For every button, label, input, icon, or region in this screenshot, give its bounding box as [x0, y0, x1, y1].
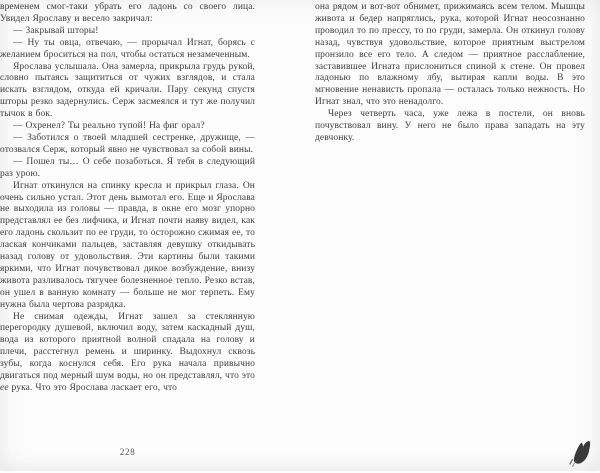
body-text: Через четверть часа, уже лежа в постели, он вновь почувствовал вину. У него не было права западать на эту девчонку. — [315, 109, 585, 143]
body-text: временем смог-таки убрать его ладонь со своего лица. Увидел Ярославу и весело закричал: — [0, 2, 255, 24]
body-text: рука. Что это Ярослава ласкает его, что — [8, 383, 177, 393]
paragraph — [0, 121, 255, 133]
page-number: 228 — [119, 448, 136, 458]
paragraph — [0, 312, 255, 395]
paragraph — [0, 2, 255, 26]
body-text: — Охренел? Ты реально тупой! На фиг орал? — [13, 121, 205, 132]
body-text: — Заботился о твоей младшей сестренке, дружище, — отозвался Серж, который явно не чувствовал за собой вины. — [0, 132, 255, 155]
body-text: Ярослава услышала. Она замерла, прикрыла грудь рукой, словно пытаясь защититься от чужих взглядов, и стала искать взглядом, откуда ей кричали. Пару секунд спустя шторы резко задернулись. Серж засмеялся и тут же получил тычок в бок. — [0, 61, 255, 120]
body-text: — Ну ты овца, отвечаю, — прорычал Игнат, борясь с желанием броситься на пол, чтобы остаться незамеченным. — [0, 37, 255, 60]
paragraph — [0, 26, 255, 38]
body-text: Игнат откинулся на спинку кресла и прикрыл глаза. Он очень сильно устал. Этот день вымотал его. Еще и Ярослава не выходила из головы — правда, в окне его мозг упорно представлял ее без лифчика, и Игнат почти наяву видел, как его ладонь скользит по ее груди, то осторожно сжимая ее, то лаская кончиками пальцев, заставляя девушку откидывать назад голову от удовольствия. Эти картины были такими яркими, что Игнат почувствовал дикое возбуждение, внизу живота разливалось тягучее болезненное тепло. Резко встав, он ушел в ванную комнату — больше не мог терпеть. Ему нужна была чертова разрядка. — [0, 180, 255, 310]
paragraph — [0, 38, 255, 62]
body-text: она рядом и вот-вот обнимет, прижимаясь всем телом. Мышцы живота и бедер напряглись, рука, которой Игнат неосознанно проводил то по прессу, то по груди, замерла. Он откинул голову назад, чувствуя удовольствие, которое приятным выстрелом пронзило все его тело. А следом — приятное расслабление, заставившее Игната прислониться спиной к стене. Он провел ладонью по влажному лбу, вытирая капли воды. В это мгновение ненависть пропала — осталась только нежность. Но Игнат знал, что это ненадолго. — [315, 2, 585, 108]
italic-text: ее — [0, 383, 9, 393]
paragraph — [315, 2, 585, 109]
page-turn-cursor-icon[interactable] — [566, 438, 594, 468]
left-page-text — [0, 2, 255, 395]
paragraph — [315, 109, 585, 145]
paragraph — [0, 62, 255, 122]
paragraph — [0, 157, 255, 181]
body-text: Не снимая одежды, Игнат зашел за стеклянную перегородку душевой, включил воду, затем каскадный душ, вода из которого приятной волной спадала на голову и плечи, расстегнул ремень и ширинку. Выдохнул сквозь зубы, когда коснулся себя. Его рука начала привычно двигаться под мерный шум воды, но он представлял, что это — [0, 311, 255, 382]
body-text: — Пошел ты… О себе позаботься. Я тебя в следующий раз урою. — [0, 156, 255, 179]
paragraph — [0, 181, 255, 312]
paragraph — [0, 133, 255, 157]
body-text: — Закрывай шторы! — [13, 25, 99, 36]
right-page-text — [315, 2, 585, 145]
